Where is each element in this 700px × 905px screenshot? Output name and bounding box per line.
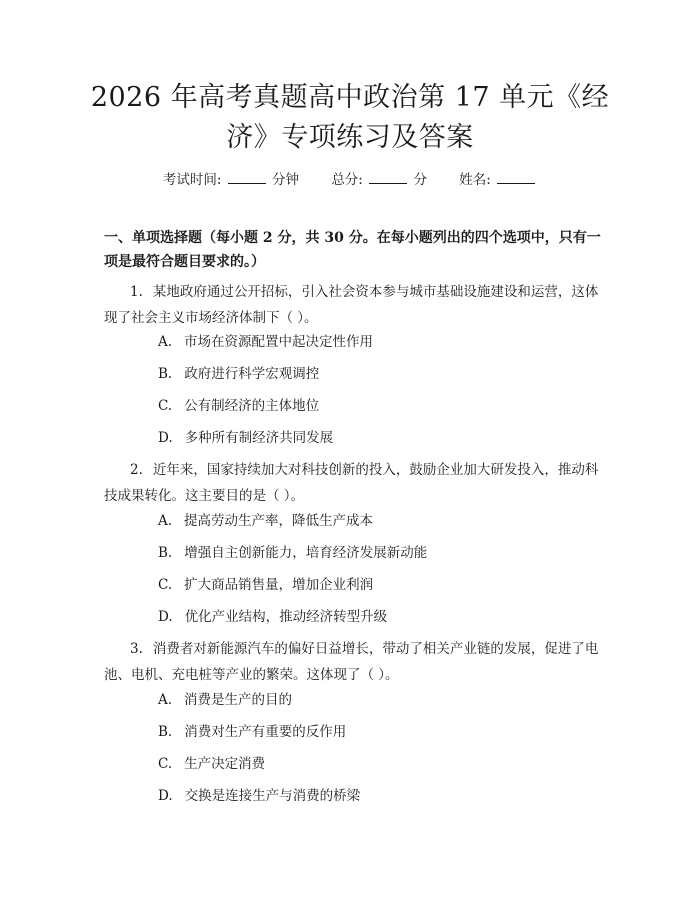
option-item (158, 754, 265, 774)
option-text: 提高劳动生产率，降低生产成本 (184, 513, 374, 529)
time-blank (228, 171, 266, 184)
option-text: 交换是连接生产与消费的桥梁 (184, 788, 361, 804)
question-stem (104, 279, 604, 331)
option-text: 扩大商品销售量，增加企业利润 (184, 577, 374, 593)
question-number: 1. (130, 284, 143, 300)
question-text: 近年来，国家持续加大对科技创新的投入，鼓励企业加大研发投入，推动科技成果转化。这主要目的是（ ）。 (104, 462, 599, 504)
option-item (158, 364, 319, 384)
option-item (158, 428, 333, 448)
option-letter: C. (158, 756, 173, 772)
option-letter: B. (158, 366, 173, 382)
question-text: 某地政府通过公开招标，引入社会资本参与城市基础设施建设和运营，这体现了社会主义市场经济体制下（ ）。 (104, 284, 599, 326)
name-label: 姓名: (459, 172, 491, 188)
question-stem (104, 457, 604, 509)
option-letter: A. (158, 692, 173, 708)
score-unit: 分 (413, 172, 427, 188)
option-item (158, 722, 346, 742)
exam-score (331, 168, 427, 188)
question-stem (104, 636, 604, 688)
option-text: 多种所有制经济共同发展 (184, 430, 334, 446)
option-item (158, 396, 319, 416)
option-text: 政府进行科学宏观调控 (184, 366, 320, 382)
option-letter: D. (158, 430, 173, 446)
option-item (158, 511, 373, 531)
option-item (158, 332, 373, 352)
title-line-2: 济》专项练习及答案 (226, 122, 474, 153)
option-item (158, 543, 427, 563)
question-number: 2. (130, 462, 143, 478)
option-text: 消费对生产有重要的反作用 (184, 724, 347, 740)
option-text: 市场在资源配置中起决定性作用 (184, 334, 374, 350)
option-item (158, 690, 292, 710)
option-item (158, 607, 387, 627)
time-unit: 分钟 (272, 172, 300, 188)
question-text: 消费者对新能源汽车的偏好日益增长，带动了相关产业链的发展，促进了电池、电机、充电桩等产业的繁荣。这体现了（ ）。 (104, 641, 599, 683)
option-item (158, 786, 360, 806)
option-item (158, 575, 373, 595)
name-blank (497, 171, 535, 184)
option-letter: C. (158, 577, 173, 593)
question-number: 3. (130, 641, 143, 657)
option-text: 公有制经济的主体地位 (184, 398, 320, 414)
exam-time (163, 168, 299, 188)
section-heading: 一、单项选择题（每小题 2 分，共 30 分。在每小题列出的四个选项中，只有一项是最符合题目要求的。） (104, 230, 601, 270)
option-text: 消费是生产的目的 (184, 692, 293, 708)
time-label: 考试时间: (162, 172, 222, 188)
option-letter: A. (158, 334, 173, 350)
option-letter: D. (158, 609, 173, 625)
option-text: 生产决定消费 (184, 756, 266, 772)
option-letter: B. (158, 545, 173, 561)
score-label: 总分: (331, 172, 363, 188)
option-letter: B. (158, 724, 173, 740)
exam-meta (0, 168, 700, 188)
option-letter: C. (158, 398, 173, 414)
title-line-1: 2026 年高考真题高中政治第 17 单元《经 (90, 82, 610, 113)
page-title (90, 78, 610, 158)
option-text: 优化产业结构，推动经济转型升级 (184, 609, 388, 625)
option-letter: D. (158, 788, 173, 804)
score-blank (369, 171, 407, 184)
exam-name (459, 168, 537, 188)
option-text: 增强自主创新能力，培育经济发展新动能 (184, 545, 428, 561)
option-letter: A. (158, 513, 173, 529)
